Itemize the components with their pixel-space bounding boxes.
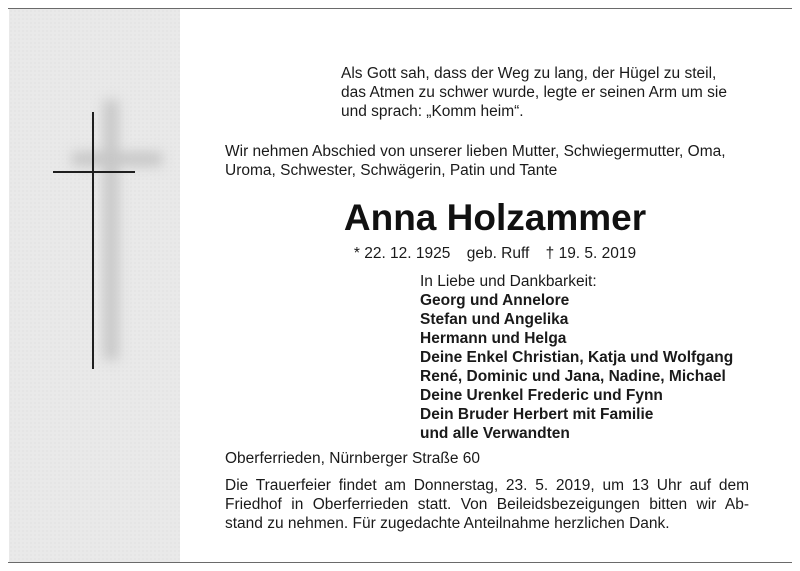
mourner-line: Dein Bruder Herbert mit Familie	[420, 406, 654, 423]
mourner-line: Deine Urenkel Frederic und Fynn	[420, 387, 663, 404]
cross-icon	[53, 112, 135, 369]
birth-date: * 22. 12. 1925	[353, 245, 451, 262]
mourners-list	[420, 272, 780, 443]
poem	[341, 64, 761, 121]
maiden-name: geb. Ruff	[466, 245, 530, 262]
service-line: Die Trauerfeier findet am Donnerstag, 23. 5. 2019, um 13 Uhr auf dem	[225, 477, 749, 494]
service-line: Friedhof in Oberferrieden statt. Von Beileidsbezeigungen bitten wir Ab-	[225, 496, 749, 513]
poem-line: und sprach: „Komm heim“.	[341, 103, 524, 120]
farewell-intro	[225, 142, 765, 180]
mourner-line: Georg und Annelore	[420, 292, 570, 309]
life-dates	[225, 244, 765, 263]
mourner-line: Hermann und Helga	[420, 330, 567, 347]
address: Oberferrieden, Nürnberger Straße 60	[225, 450, 481, 467]
mourner-line: Deine Enkel Christian, Katja und Wolfgang	[420, 349, 734, 366]
mourner-line: Stefan und Angelika	[420, 311, 569, 328]
intro-line: Uroma, Schwester, Schwägerin, Patin und Tante	[225, 162, 558, 179]
poem-line: Als Gott sah, dass der Weg zu lang, der Hügel zu steil,	[341, 65, 717, 82]
death-date: † 19. 5. 2019	[545, 245, 637, 262]
intro-line: Wir nehmen Abschied von unserer lieben Mutter, Schwiegermutter, Oma,	[225, 143, 726, 160]
mourner-line: und alle Verwandten	[420, 425, 570, 442]
poem-line: das Atmen zu schwer wurde, legte er seinen Arm um sie	[341, 84, 727, 101]
service-line: stand zu nehmen. Für zugedachte Anteilnahme herzlichen Dank.	[225, 515, 670, 532]
deceased-name: Anna Holzammer	[343, 197, 647, 238]
funeral-service-info	[225, 476, 749, 533]
mourners-heading: In Liebe und Dankbarkeit:	[420, 273, 597, 290]
mourner-line: René, Dominic und Jana, Nadine, Michael	[420, 368, 726, 385]
